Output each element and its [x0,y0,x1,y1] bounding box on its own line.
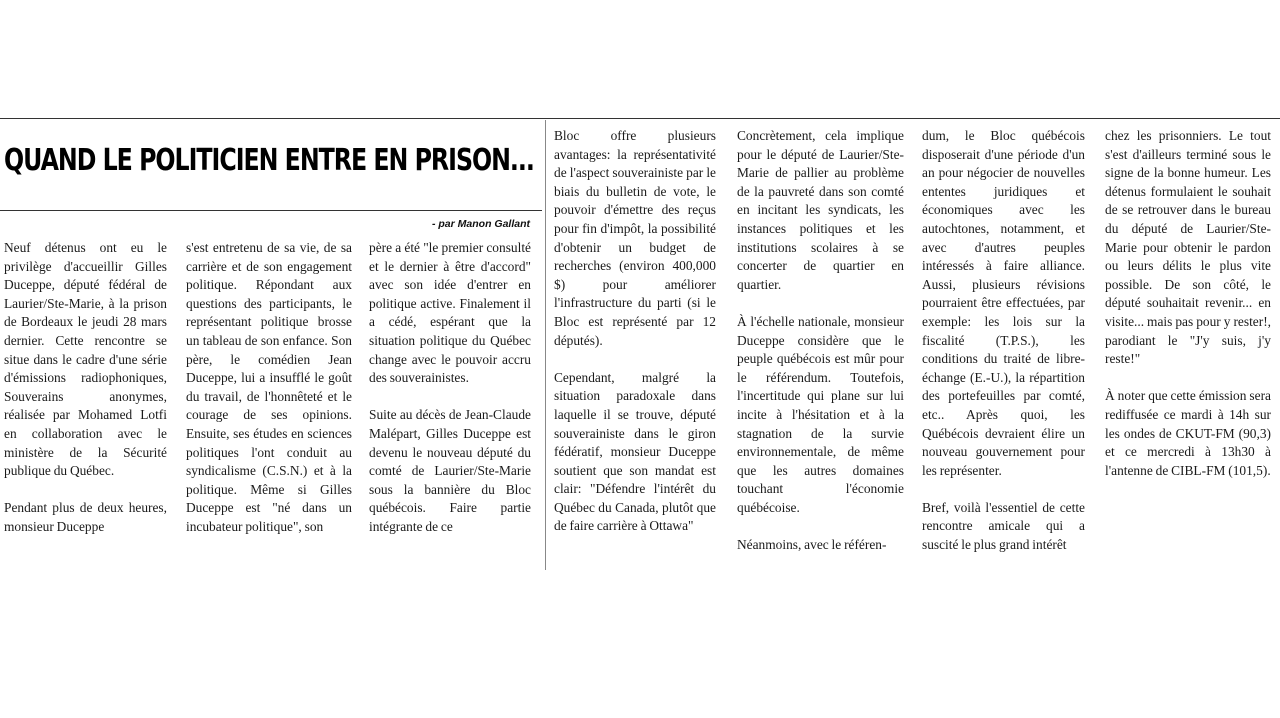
paragraph: Concrètement, cela implique pour le député de Laurier/Ste-Marie de pallier au problème de la pauvreté dans son comté en incitant les syndicats, les instances politiques et les institutions scolaires à se concerter de quartier en quartier. [737,128,904,292]
paragraph: chez les prisonniers. Le tout s'est d'ailleurs terminé sous le signe de la bonne humeur. Les détenus formulaient le souhait de se retrouver dans le bureau du député de Laurier/Ste-Marie pour obtenir le pardon ou leurs délits le plus vite possible. De son côté, le député souhaitait revenir... en visite... mais pas pour y rester!, parodiant le "J'y suis, j'y reste!" [1105,128,1271,367]
paragraph: Bloc offre plusieurs avantages: la représentativité de l'aspect souverainiste par le biais du bulletin de vote, le pouvoir d'émettre des reçus pour fin d'impôt, la possibilité d'obtenir un budget de recherches (environ 400,000 $) pour améliorer l'infrastructure du parti (si le Bloc est représenté par 12 députés). [554,128,716,348]
paragraph: Néanmoins, avec le référen- [737,537,887,553]
paragraph: Pendant plus de deux heures, monsieur Duceppe [4,500,167,534]
article-column-6 [922,127,1085,555]
article-column-4 [554,127,716,536]
paragraph: Bref, voilà l'essentiel de cette rencontre amicale qui a suscité le plus grand intérêt [922,499,1085,553]
headline-rule [0,210,542,211]
top-rule [0,118,1280,119]
paragraph: Cependant, malgré la situation paradoxale dans laquelle il se trouve, député souverainiste dans le giron fédératif, monsieur Duceppe soutient que son mandat est clair: "Défendre l'intérêt du Québec du Canada, plutôt que de faire carrière à Ottawa" [554,369,716,534]
article-byline: - par Manon Gallant [431,218,530,230]
paragraph: Suite au décès de Jean-Claude Malépart, Gilles Duceppe est devenu le nouveau député du comté de Laurier/Ste-Marie sous la bannière du Bloc québécois. Faire partie intégrante de ce [369,407,531,534]
paragraph: père a été "le premier consulté et le dernier à être d'accord" avec son idée d'entrer en politique active. Finalement il a cédé, espérant que la situation politique du Québec change avec le pouvoir accru des souverainistes. [369,240,531,386]
article-column-3 [369,239,531,537]
article-column-7 [1105,127,1271,480]
article-column-1 [4,239,167,537]
paragraph: À l'échelle nationale, monsieur Duceppe considère que le peuple québécois est mûr pour le référendum. Toutefois, l'incertitude qui plane sur lui incite à l'hésitation et à la stagnation de la survie environnementale, de même que les autres domaines touchant l'économie québécoise. [737,313,904,515]
article-headline: QUAND LE POLITICIEN ENTRE EN PRISON... [4,143,534,178]
article-column-2 [186,239,352,537]
paragraph: dum, le Bloc québécois disposerait d'une période d'un an pour négocier de nouvelles ententes juridiques et économiques avec les autochtones, notamment, et avec d'autres peuples intéressés à faire alliance. Aussi, plusieurs révisions pourraient être effectuées, par exemple: les lois sur la fiscalité (T.P.S.), les conditions du traité de libre-échange (E.-U.), la répartition des portefeuilles par comté, etc.. Après quoi, les Québécois devraient élire un nouveau gouvernement pour les représenter. [922,128,1085,478]
paragraph: Neuf détenus ont eu le privilège d'accueillir Gilles Duceppe, député fédéral de Laurier/Ste-Marie, à la prison de Bordeaux le jeudi 28 mars dernier. Cette rencontre se situe dans le cadre d'une série d'émissions radiophoniques, Souverains anonymes, réalisée par Mohamed Lotfi en collaboration avec le ministère de la Sécurité publique du Québec. [4,240,167,479]
paragraph: s'est entretenu de sa vie, de sa carrière et de son engagement politique. Répondant aux questions des participants, le représentant politique brosse un tableau de son enfance. Son père, le comédien Jean Duceppe, lui a insufflé le goût du travail, de l'honnêteté et le courage de ses opinions. Ensuite, ses études en sciences politiques l'ont conduit au syndicalisme (C.S.N.) et à la politique. Même si Gilles Duceppe est "né dans un incubateur politique", son [186,240,352,534]
paragraph: À noter que cette émission sera rediffusée ce mardi à 14h sur les ondes de CKUT-FM (90,3) et ce mercredi à 13h30 à l'antenne de CIBL-FM (101,5). [1105,388,1271,478]
article-column-5 [737,127,904,555]
column-divider [545,120,546,570]
